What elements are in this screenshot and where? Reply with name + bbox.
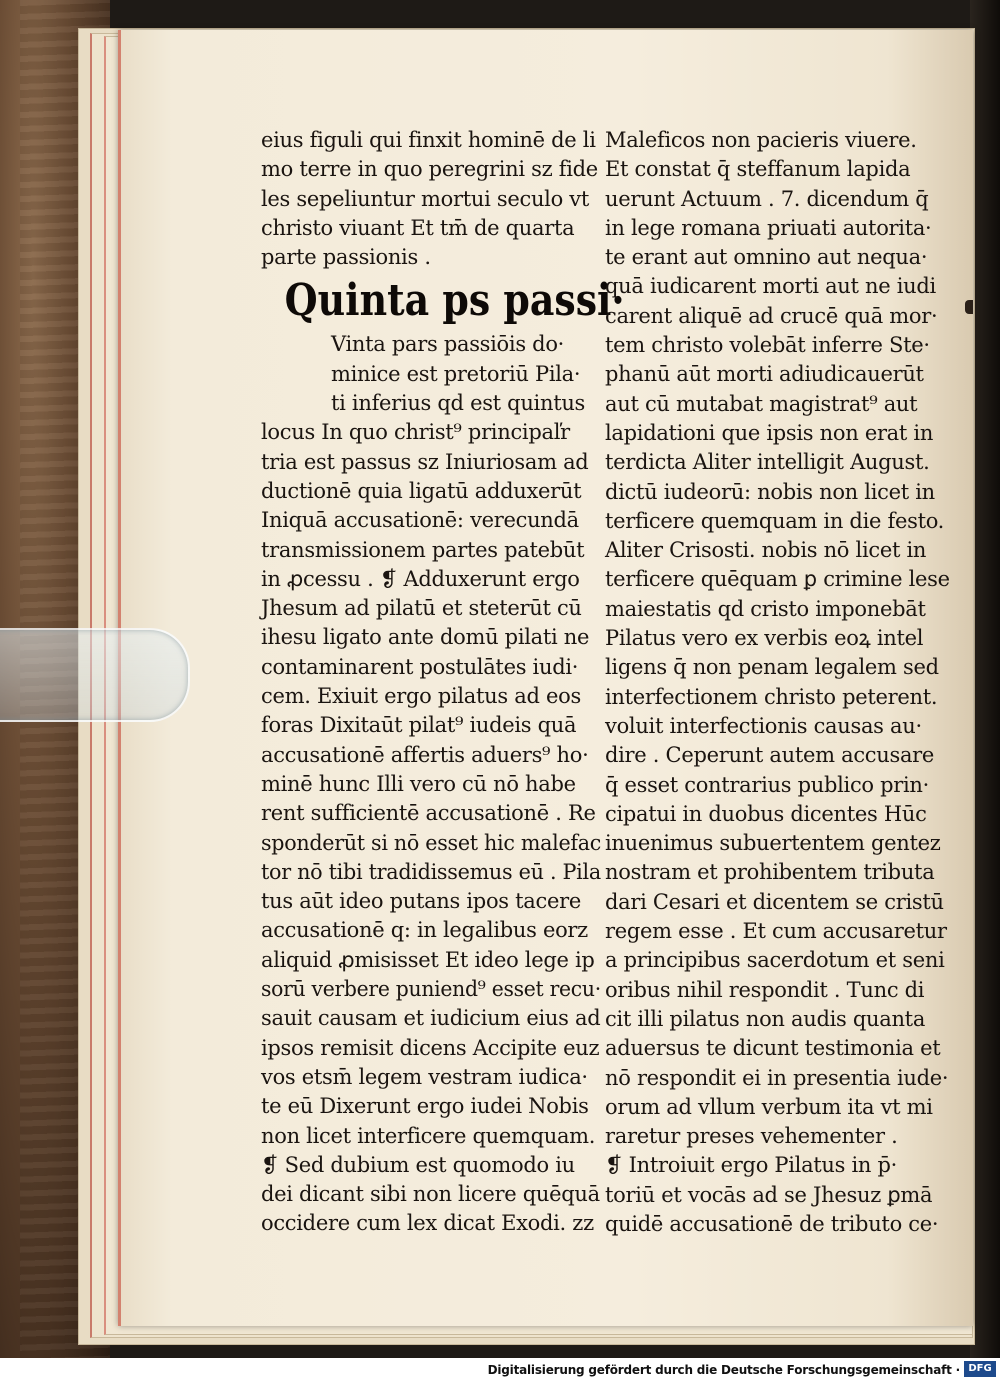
text-line: sponderūt si nō esset hic malefac <box>261 830 602 855</box>
text-line: christo viuant Et tm̄ de quarta <box>261 215 575 240</box>
text-line: cem. Exiuit ergo pilatus ad eos <box>261 684 581 709</box>
text-line: sorū verbere puniend⁹ esset recu· <box>261 977 601 1002</box>
text-line: lapidationi que ipsis non erat in <box>605 420 934 445</box>
text-line: transmissionem partes patebūt <box>261 537 585 562</box>
text-line: contaminarent postulātes iudi· <box>261 654 579 679</box>
text-line: interfectionem christo peterent. <box>605 684 938 709</box>
text-line: cipatui in duobus dicentes Hūc <box>605 801 927 826</box>
text-line: parte passionis . <box>261 245 431 270</box>
text-line: dictū iudeorū: nobis non licet in <box>605 479 935 504</box>
text-line: ihesu ligato ante domū pilati ne <box>261 625 590 650</box>
right-text-column <box>605 126 957 1239</box>
text-line: nostram et prohibentem tributa <box>605 860 935 885</box>
text-line: te eū Dixerunt ergo iudei Nobis <box>261 1094 589 1119</box>
text-line: q̄ esset contrarius publico prin· <box>605 772 930 797</box>
text-line: occidere cum lex dicat Exodi. zz <box>261 1211 594 1236</box>
book-page <box>118 30 973 1326</box>
text-line: phanū aūt morti adiudicauerūt <box>605 362 924 387</box>
text-line: accusationē affertis aduers⁹ ho· <box>261 742 589 767</box>
text-line: ligens q̄ non penam legalem sed <box>605 655 939 680</box>
text-line: toriū et vocās ad se Jhesuz ꝑmā <box>605 1182 933 1207</box>
text-line: ductionē quia ligatū adduxerūt <box>261 478 582 503</box>
text-line: ❡ Introiuit ergo Pilatus in p̄· <box>605 1153 898 1178</box>
text-line: ipsos remisit dicens Accipite euz <box>261 1035 600 1060</box>
text-line: Vinta pars passiōis do· <box>331 332 565 357</box>
text-line: in lege romana priuati autorita· <box>605 215 932 240</box>
text-line: regem esse . Et cum accusaretur <box>605 919 947 944</box>
text-line: sauit causam et iudicium eius ad <box>261 1006 601 1031</box>
text-line: in ꝓcessu . ❡ Adduxerunt ergo <box>261 566 580 591</box>
page-holder-clip <box>0 628 190 722</box>
text-line: nō respondit ei in presentia iude· <box>605 1065 949 1090</box>
text-line: tem christo volebāt inferre Ste· <box>605 333 930 358</box>
text-line: Pilatus vero ex verbis eoꝝ intel <box>605 626 924 651</box>
text-line: minē hunc Illi vero cū nō habe <box>261 771 576 796</box>
text-line: cit illi pilatus non audis quanta <box>605 1006 926 1031</box>
text-line: aliquid ꝓmisisset Et ideo lege ip <box>261 947 595 972</box>
text-line: terficere quemquam in die festo. <box>605 508 945 533</box>
text-line: eius figuli qui finxit hominē de li <box>261 128 596 152</box>
text-line: orum ad vllum verbum ita vt mi <box>605 1094 933 1119</box>
text-line: dari Cesari et dicentem se cristū <box>605 889 944 914</box>
text-line: mo terre in quo peregrini sz fide <box>261 157 598 182</box>
text-line: Jhesum ad pilatū et steterūt cū <box>261 596 582 621</box>
text-line: ❡ Sed dubium est quomodo iu <box>261 1152 575 1177</box>
text-line: dei dicant sibi non licere quēquā <box>261 1182 600 1207</box>
page-edge-tab <box>965 300 973 314</box>
text-line: non licet interficere quemquam. <box>261 1123 596 1148</box>
text-line: maiestatis qd cristo imponebāt <box>605 596 926 621</box>
text-line: tor nō tibi tradidissemus eū . Pila <box>261 859 601 884</box>
text-line: quidē accusationē de tributo ce· <box>605 1211 939 1236</box>
text-line: terficere quēquam ꝑ crimine lese <box>605 567 950 592</box>
text-line: uerunt Actuum . 7. dicendum q̄ <box>605 186 929 211</box>
text-line: foras Dixitaūt pilat⁹ iudeis quā <box>261 713 577 738</box>
text-line: tria est passus sz Iniuriosam ad <box>261 449 589 474</box>
text-line: aduersus te dicunt testimonia et <box>605 1036 941 1061</box>
text-line: Aliter Crisosti. nobis nō licet in <box>605 538 927 563</box>
text-line: rent sufficientē accusationē . Re <box>261 801 596 826</box>
text-line: inuenimus subuertentem gentez <box>605 831 941 856</box>
text-line: quā iudicarent morti aut ne iudi <box>605 274 936 299</box>
text-line: raretur preses vehementer . <box>605 1124 898 1149</box>
text-line: terdicta Aliter intelligit August. <box>605 450 930 475</box>
text-line: locus In quo christ⁹ principaľr <box>261 420 570 445</box>
text-line: aut cū mutabat magistrat⁹ aut <box>605 391 918 416</box>
text-line: voluit interfectionis causas au· <box>605 713 922 738</box>
text-line: accusationē q: in legalibus eorz <box>261 918 588 943</box>
text-line: ti inferius qd est quintus <box>331 391 586 416</box>
dfg-logo: DFG <box>964 1361 996 1377</box>
section-heading: Quinta ps passi· <box>284 275 625 327</box>
text-line: Et constat q̄ steffanum lapida <box>605 157 911 182</box>
text-line: Maleficos non pacieris viuere. <box>605 128 917 152</box>
left-text-column <box>261 126 625 1239</box>
text-line: les sepeliuntur mortui seculo vt <box>261 186 590 211</box>
text-line: minice est pretoriū Pila· <box>331 361 581 386</box>
text-line: Iniquā accusationē: verecundā <box>261 508 579 533</box>
text-line: dire . Ceperunt autem accusare <box>605 743 935 768</box>
text-line: tus aūt ideo putans ipos tacere <box>261 889 581 914</box>
text-line: vos etsm̄ legem vestram iudica· <box>261 1064 588 1089</box>
text-line: te erant aut omnino aut nequa· <box>605 245 928 270</box>
text-line: oribus nihil respondit . Tunc di <box>605 977 925 1002</box>
text-line: carent aliquē ad crucē quā mor· <box>605 303 938 328</box>
text-line: a principibus sacerdotum et seni <box>605 948 945 973</box>
funding-credit: Digitalisierung gefördert durch die Deutsche Forschungsgemeinschaft · <box>487 1363 960 1377</box>
